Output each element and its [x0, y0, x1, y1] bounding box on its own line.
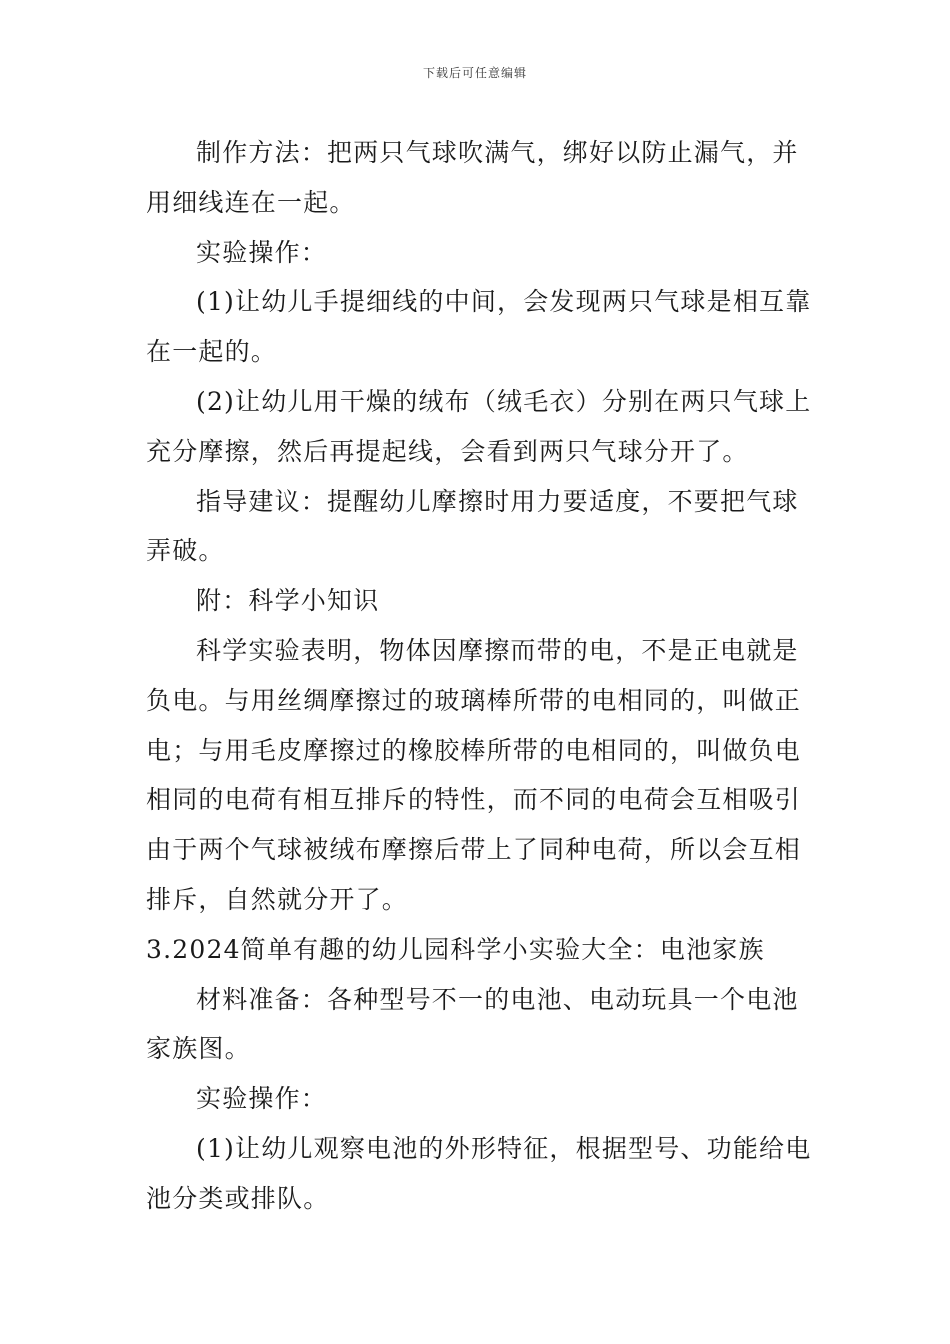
paragraph-line: (2)让幼儿用干燥的绒布（绒毛衣）分别在两只气球上	[196, 386, 812, 416]
paragraph-line: 家族图。	[146, 1034, 251, 1064]
paragraph-line: 由于两个气球被绒布摩擦后带上了同种电荷，所以会互相	[146, 835, 802, 865]
paragraph-line: 相同的电荷有相互排斥的特性，而不同的电荷会互相吸引	[146, 785, 802, 815]
paragraph-line: 科学实验表明，物体因摩擦而带的电，不是正电就是	[196, 635, 799, 665]
paragraph-line: 排斥，自然就分开了。	[146, 884, 409, 914]
paragraph-line: 负电。与用丝绸摩擦过的玻璃棒所带的电相同的，叫做正	[146, 685, 802, 715]
paragraph-line: 电；与用毛皮摩擦过的橡胶棒所带的电相同的，叫做负电	[146, 735, 802, 765]
paragraph-line: 制作方法：把两只气球吹满气，绑好以防止漏气，并	[196, 138, 799, 167]
section-heading: 3.2024简单有趣的幼儿园科学小实验大全：电池家族	[146, 934, 765, 964]
paragraph-line: 池分类或排队。	[146, 1183, 330, 1213]
paragraph-line: 实验操作：	[196, 237, 328, 267]
paragraph-line: 材料准备：各种型号不一的电池、电动玩具一个电池	[196, 984, 799, 1014]
paragraph-line: 充分摩擦，然后再提起线，会看到两只气球分开了。	[146, 436, 749, 466]
paragraph-line: 实验操作：	[196, 1084, 328, 1114]
paragraph-line: 用细线连在一起。	[146, 187, 356, 217]
page-header: 下载后可任意编辑	[422, 66, 527, 80]
paragraph-line: 在一起的。	[146, 337, 278, 367]
paragraph-line: (1)让幼儿观察电池的外形特征，根据型号、功能给电	[196, 1133, 812, 1163]
section-subheading: 附：科学小知识	[196, 586, 380, 616]
paragraph-line: (1)让幼儿手提细线的中间，会发现两只气球是相互靠	[196, 287, 812, 317]
paragraph-line: 指导建议：提醒幼儿摩擦时用力要适度，不要把气球	[196, 486, 799, 516]
document-body	[146, 128, 812, 1224]
paragraph-line: 弄破。	[146, 536, 225, 566]
